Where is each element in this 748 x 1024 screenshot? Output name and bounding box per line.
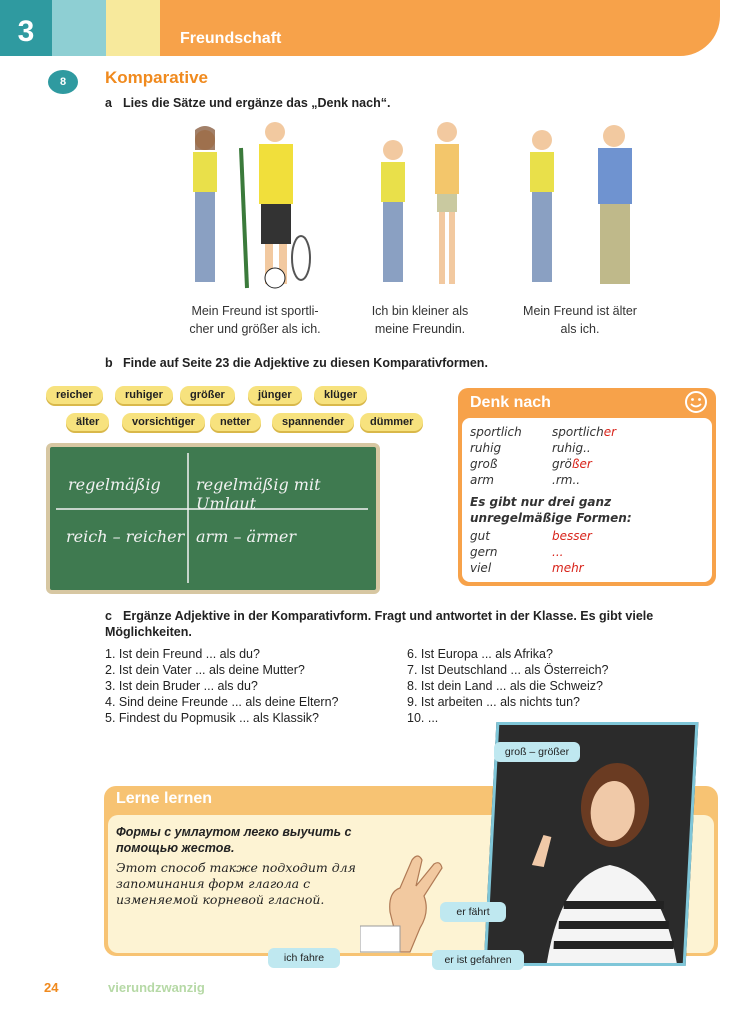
blackboard-grid-lines — [50, 447, 376, 590]
board-example-umlaut: arm – ärmer — [196, 527, 297, 546]
caption-2: Ich bin kleiner als meine Freundin. — [371, 304, 469, 336]
word-chip: älter — [66, 413, 109, 431]
word-chip: reicher — [46, 386, 103, 404]
denk-form-4: .rm.. — [552, 473, 581, 487]
question-9: 9. Ist arbeiten ... als nichts tun? — [407, 695, 581, 709]
denk-irregular-base-2: gern — [470, 545, 498, 559]
word-chip: spannender — [272, 413, 354, 431]
word-chip: jünger — [248, 386, 302, 404]
word-chip: klüger — [314, 386, 367, 404]
lerne-lernen-text: Этот способ также подходит для запоминания форм глагола с изменяемой корневой гласной. — [116, 860, 356, 907]
illustration-older-friend — [510, 118, 650, 298]
word-chip: ruhiger — [115, 386, 173, 404]
board-heading-umlaut: regelmäßig mit Umlaut — [196, 475, 321, 513]
task-c — [105, 608, 685, 640]
question-8: 8. Ist dein Land ... als die Schweiz? — [407, 679, 603, 693]
task-c-letter: c — [105, 609, 112, 623]
task-a-text: Lies die Sätze und ergänze das „Denk nach“. — [123, 96, 391, 110]
denk-irregular-form-2: ... — [552, 545, 564, 559]
denk-form-1: sportlicher — [552, 425, 617, 439]
task-b-letter: b — [105, 356, 113, 370]
task-a — [105, 96, 390, 110]
girl-figure-icon — [381, 140, 405, 282]
caption-1: Mein Freund ist sportli- cher und größer als ich. — [189, 304, 321, 336]
blackboard — [46, 443, 380, 594]
board-example-regular: reich – reicher — [66, 527, 185, 546]
lerne-lernen-title: Lerne lernen — [116, 790, 213, 807]
question-2: 2. Ist dein Vater ... als deine Mutter? — [105, 663, 305, 677]
speech-bubble: groß – größer — [494, 742, 580, 762]
chapter-title: Freundschaft — [180, 30, 282, 47]
denk-form-2: ruhig.. — [552, 441, 591, 455]
page-number-word: vierundzwanzig — [108, 980, 205, 995]
denk-irregular-base-1: gut — [470, 529, 490, 543]
board-heading-regular: regelmäßig — [68, 475, 161, 494]
speech-bubble: er ist gefahren — [432, 950, 524, 970]
task-a-letter: a — [105, 96, 112, 110]
caption-3: Mein Freund ist älter als ich. — [523, 304, 637, 336]
illustration-taller-friend — [365, 118, 475, 298]
question-1: 1. Ist dein Freund ... als du? — [105, 647, 260, 661]
question-5: 5. Findest du Popmusik ... als Klassik? — [105, 711, 319, 725]
question-10: 10. ... — [407, 711, 439, 725]
denk-irregular-note: Es gibt nur drei ganz unregelmäßige Formen: — [470, 495, 632, 525]
word-chip: dümmer — [360, 413, 423, 431]
denk-nach-title: Denk nach — [470, 394, 551, 411]
denk-irregular-form-3: mehr — [552, 561, 584, 575]
section-title: Komparative — [105, 68, 208, 87]
girl-figure-icon — [193, 126, 217, 282]
section-number-badge: 8 — [48, 70, 78, 94]
lerne-lernen-bold-text: Формы с умлаутом легко выучить с помощью жестов. — [116, 825, 352, 855]
task-b-text: Finde auf Seite 23 die Adjektive zu diesen Komparativformen. — [123, 356, 488, 370]
boy-sporty-figure-icon — [241, 122, 310, 288]
word-chip: netter — [210, 413, 261, 431]
older-boy-figure-icon — [598, 125, 632, 284]
smiley-icon — [684, 390, 708, 414]
denk-irregular-base-3: viel — [470, 561, 492, 575]
task-b — [105, 356, 488, 370]
girl-figure-icon — [530, 130, 554, 282]
question-7: 7. Ist Deutschland ... als Österreich? — [407, 663, 609, 677]
task-c-text: Ergänze Adjektive in der Komparativform. Fragt und antwortet in der Klasse. Es gibt viele Möglichkeiten. — [105, 609, 654, 639]
question-3: 3. Ist dein Bruder ... als du? — [105, 679, 258, 693]
word-chip: vorsichtiger — [122, 413, 205, 431]
tall-girl-figure-icon — [435, 122, 459, 284]
denk-base-4: arm — [470, 473, 494, 487]
speech-bubble: ich fahre — [268, 948, 340, 968]
denk-base-2: ruhig — [470, 441, 502, 455]
illustration-sporty-friend — [175, 118, 335, 298]
denk-form-3: größer — [552, 457, 592, 471]
gesture-hand-icon — [360, 852, 450, 956]
denk-base-3: groß — [470, 457, 498, 471]
question-4: 4. Sind deine Freunde ... als deine Eltern? — [105, 695, 339, 709]
denk-base-1: sportlich — [470, 425, 522, 439]
word-chip: größer — [180, 386, 235, 404]
question-6: 6. Ist Europa ... als Afrika? — [407, 647, 553, 661]
speech-bubble: er fährt — [440, 902, 506, 922]
denk-irregular-form-1: besser — [552, 529, 592, 543]
header-stripe-teal — [52, 0, 106, 56]
chapter-number: 3 — [0, 0, 52, 56]
page-number: 24 — [44, 980, 59, 995]
header-stripe-yellow — [106, 0, 160, 56]
